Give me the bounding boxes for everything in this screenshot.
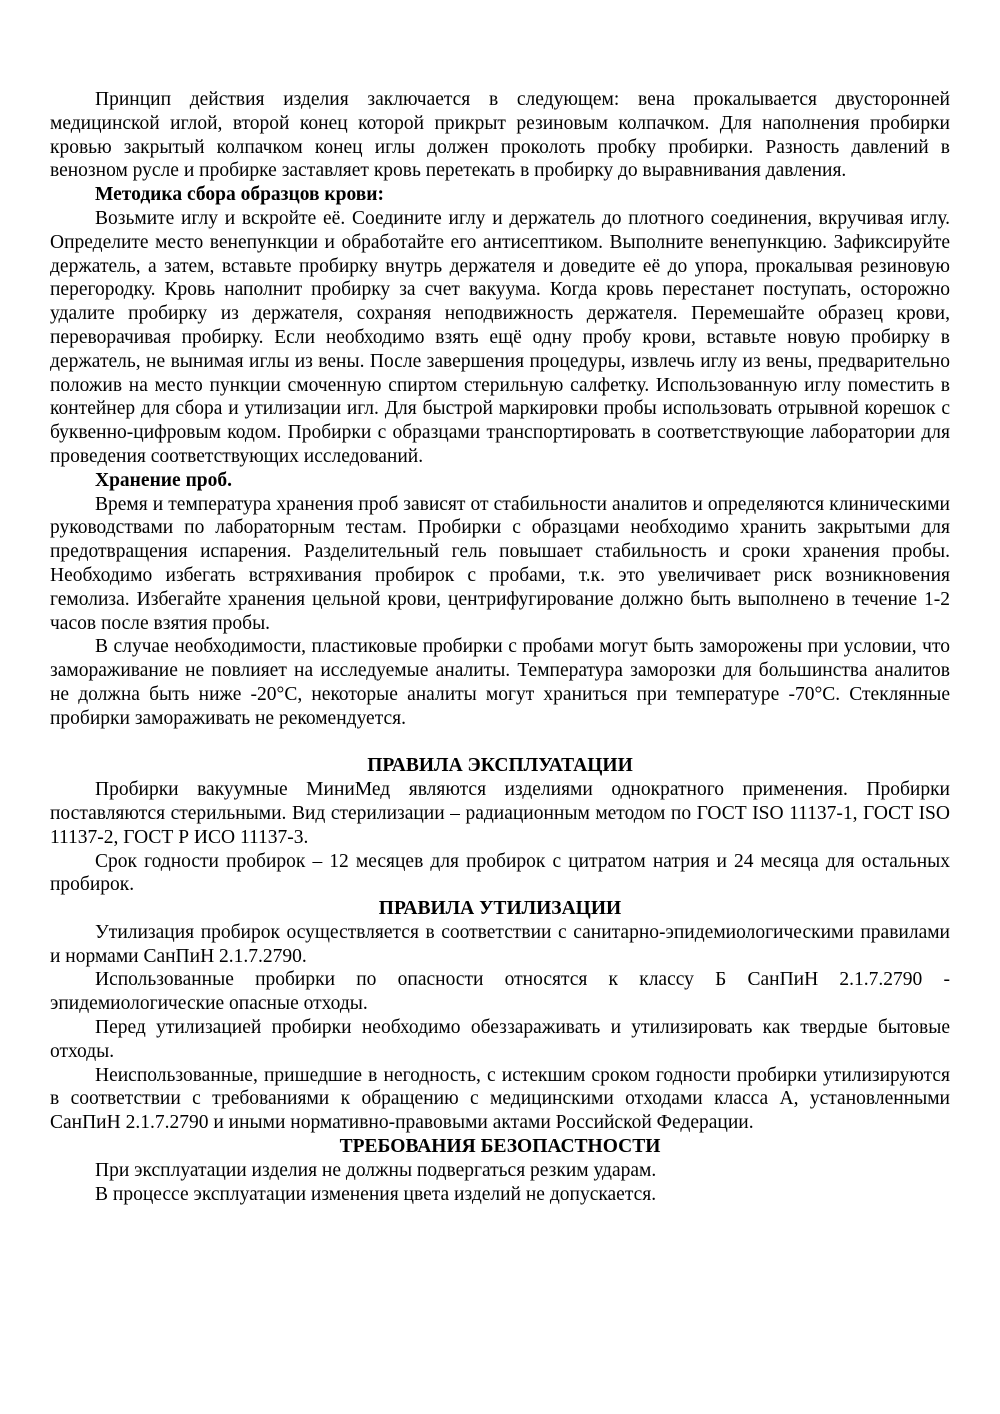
paragraph-disinfection: Перед утилизацией пробирки необходимо обеззараживать и утилизировать как твердые бытовые отходы.	[50, 1017, 950, 1062]
paragraph-collection-procedure: Возьмите иглу и вскройте её. Соедините иглу и держатель до плотного соединения, вкручивая иглу. Определите место венепункции и обработайте его антисептиком. Выполните венепункцию. Зафиксируйте держатель, а затем, вставьте пробирку внутрь держателя и доведите её до упора, прокалывая резиновую перегородку. Кровь наполнит пробирку за счет вакуума. Когда кровь перестанет поступать, осторожно удалите пробирку из держателя, сохраняя неподвижность держателя. Перемешайте образец крови, переворачивая пробирку. Если необходимо взять ещё одну пробу крови, вставьте новую пробирку в держатель, не вынимая иглы из вены. После завершения процедуры, извлечь иглу из вены, предварительно положив на место пункции смоченную спиртом стерильную салфетку. Использованную иглу поместить в контейнер для сбора и утилизации игл. Для быстрой маркировки пробы использовать отрывной корешок с буквенно-цифровым кодом. Пробирки с образцами транспортировать в соответствующие лаборатории для проведения соответствующих исследований.	[50, 207, 950, 467]
paragraph-single-use-sterilization: Пробирки вакуумные МиниМед являются изделиями однократного применения. Пробирки поставляются стерильными. Вид стерилизации – радиационным методом по ГОСТ ISO 11137-1, ГОСТ ISO 11137-2, ГОСТ Р ИСО 11137-3.	[50, 779, 950, 848]
paragraph-operating-principle: Принцип действия изделия заключается в следующем: вена прокалывается двусторонней медицинской иглой, второй конец которой прикрыт резиновым колпачком. Для наполнения пробирки кровью закрытый колпачком конец иглы должен проколоть пробку пробирки. Разность давлений в венозном русле и пробирке заставляет кровь перетекать в пробирку до выравнивания давления.	[50, 89, 950, 182]
heading-operation-rules: ПРАВИЛА ЭКСПЛУАТАЦИИ	[367, 755, 633, 777]
paragraph-disposal-sanpin: Утилизация пробирок осуществляется в соответствии с санитарно-эпидемиологическими правилами и нормами СанПиН 2.1.7.2790.	[50, 921, 950, 967]
paragraph-used-tubes-class: Использованные пробирки по опасности относятся к классу Б СанПиН 2.1.7.2790 - эпидемиологические опасные отходы.	[50, 969, 950, 1015]
heading-safety-requirements: ТРЕБОВАНИЯ БЕЗОПАСТНОСТИ	[339, 1136, 661, 1158]
heading-disposal-rules: ПРАВИЛА УТИЛИЗАЦИИ	[378, 898, 622, 920]
paragraph-unused-tubes-disposal: Неиспользованные, пришедшие в негодность, с истекшим сроком годности пробирки утилизируются в соответствии с требованиями к обращению с медицинскими отходами класса А, установленными СанПиН 2.1.7.2790 и иными нормативно-правовыми актами Российской Федерации.	[50, 1064, 950, 1134]
heading-blood-collection-method: Методика сбора образцов крови:	[95, 184, 385, 206]
paragraph-shelf-life: Срок годности пробирок – 12 месяцев для пробирок с цитратом натрия и 24 месяца для остальных пробирок.	[50, 850, 950, 896]
paragraph-freezing-conditions: В случае необходимости, пластиковые пробирки с пробами могут быть заморожены при условии, что замораживание не повлияет на исследуемые аналиты. Температура заморозки для большинства аналитов не должна быть ниже -20°С, некоторые аналиты могут храниться при температуре -70°С. Стеклянные пробирки замораживать не рекомендуется.	[50, 636, 950, 729]
paragraph-no-color-change: В процессе эксплуатации изменения цвета изделий не допускается.	[95, 1183, 657, 1205]
heading-sample-storage: Хранение проб.	[95, 469, 233, 491]
paragraph-storage-conditions: Время и температура хранения проб зависят от стабильности аналитов и определяются клиническими руководствами по лабораторным тестам. Пробирки с образцами необходимо хранить закрытыми для предотвращения испарения. Разделительный гель повышает стабильность и сроки хранения пробы. Необходимо избегать встряхивания пробирок с пробами, т.к. это увеличивает риск возникновения гемолиза. Избегайте хранения цельной крови, центрифугирование должно быть выполнено в течение 1-2 часов после взятия пробы.	[50, 493, 950, 634]
paragraph-no-sharp-impacts: При эксплуатации изделия не должны подвергаться резким ударам.	[95, 1159, 657, 1181]
